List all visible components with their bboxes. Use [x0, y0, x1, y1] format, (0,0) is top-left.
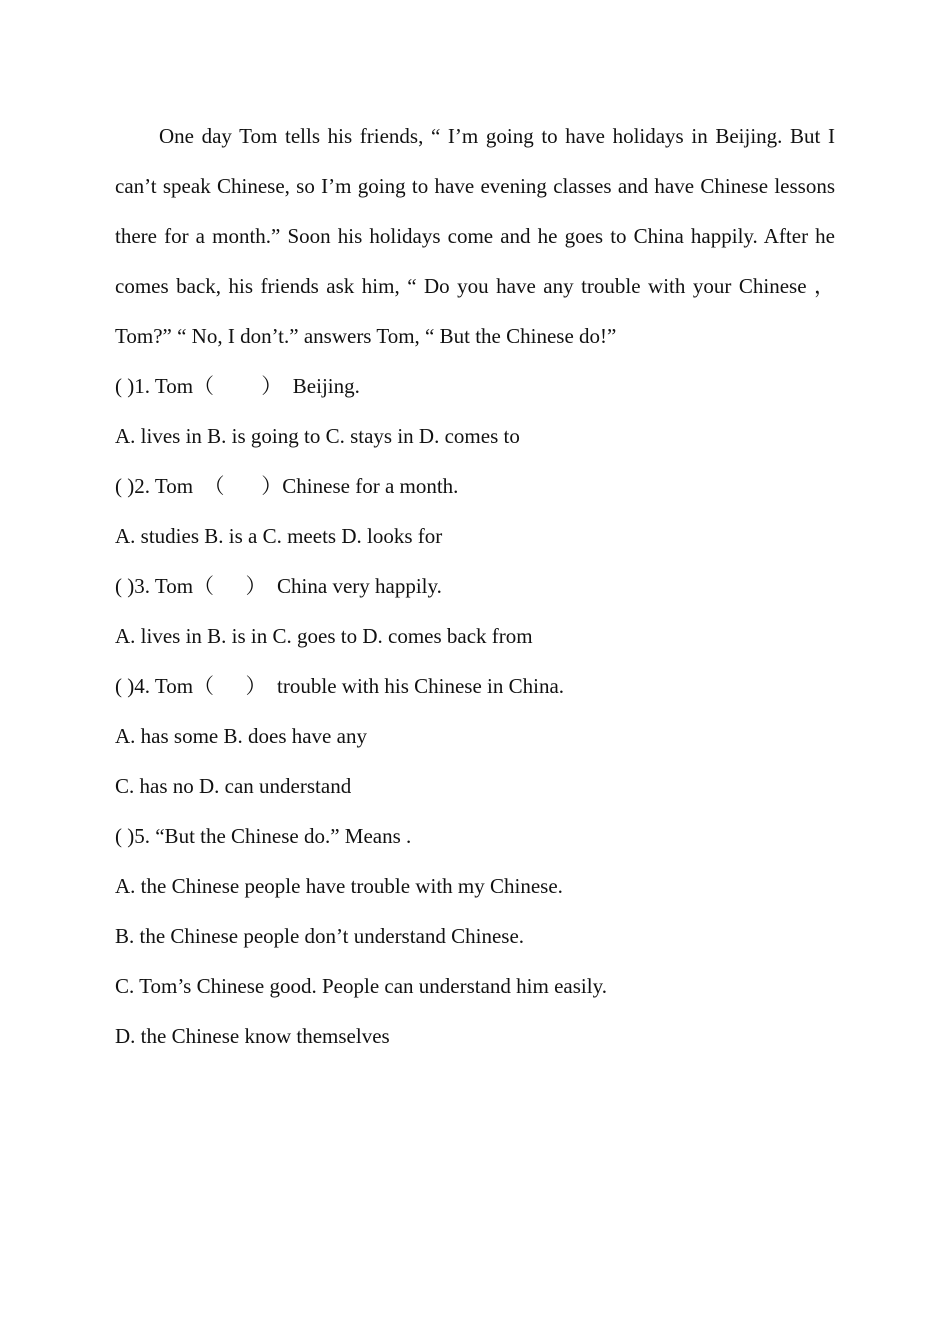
question-options: A. lives in B. is going to C. stays in D. comes to [115, 424, 520, 448]
question-options: A. has some B. does have any [115, 724, 367, 748]
question-stem: ( )1. Tom（ ） Beijing. [115, 374, 360, 398]
worksheet-content [115, 111, 835, 1061]
question-1 [115, 361, 835, 461]
question-stem: ( )5. “But the Chinese do.” Means . [115, 824, 412, 848]
question-2 [115, 461, 835, 561]
question-3 [115, 561, 835, 661]
option-d: D. the Chinese know themselves [115, 1024, 390, 1048]
reading-passage: One day Tom tells his friends, “ I’m going to have holidays in Beijing. But I can’t speak Chinese, so I’m going to have evening classes and have Chinese lessons there for a month.” Soon his holidays come and he goes to China happily. After he comes back, his friends ask him, “ Do you have any trouble with your Chinese ， Tom?” “ No, I don’t.” answers Tom, “ But the Chinese do!” [115, 124, 835, 348]
question-options: C. has no D. can understand [115, 774, 352, 798]
question-stem: ( )4. Tom（ ） trouble with his Chinese in China. [115, 674, 565, 698]
question-stem: ( )3. Tom（ ） China very happily. [115, 574, 442, 598]
question-stem: ( )2. Tom （ ）Chinese for a month. [115, 474, 459, 498]
option-b: B. the Chinese people don’t understand Chinese. [115, 924, 525, 948]
option-a: A. the Chinese people have trouble with my Chinese. [115, 874, 563, 898]
question-5 [115, 811, 835, 1061]
question-options: A. lives in B. is in C. goes to D. comes back from [115, 624, 533, 648]
question-4 [115, 661, 835, 811]
question-options: A. studies B. is a C. meets D. looks for [115, 524, 443, 548]
option-c: C. Tom’s Chinese good. People can understand him easily. [115, 974, 607, 998]
